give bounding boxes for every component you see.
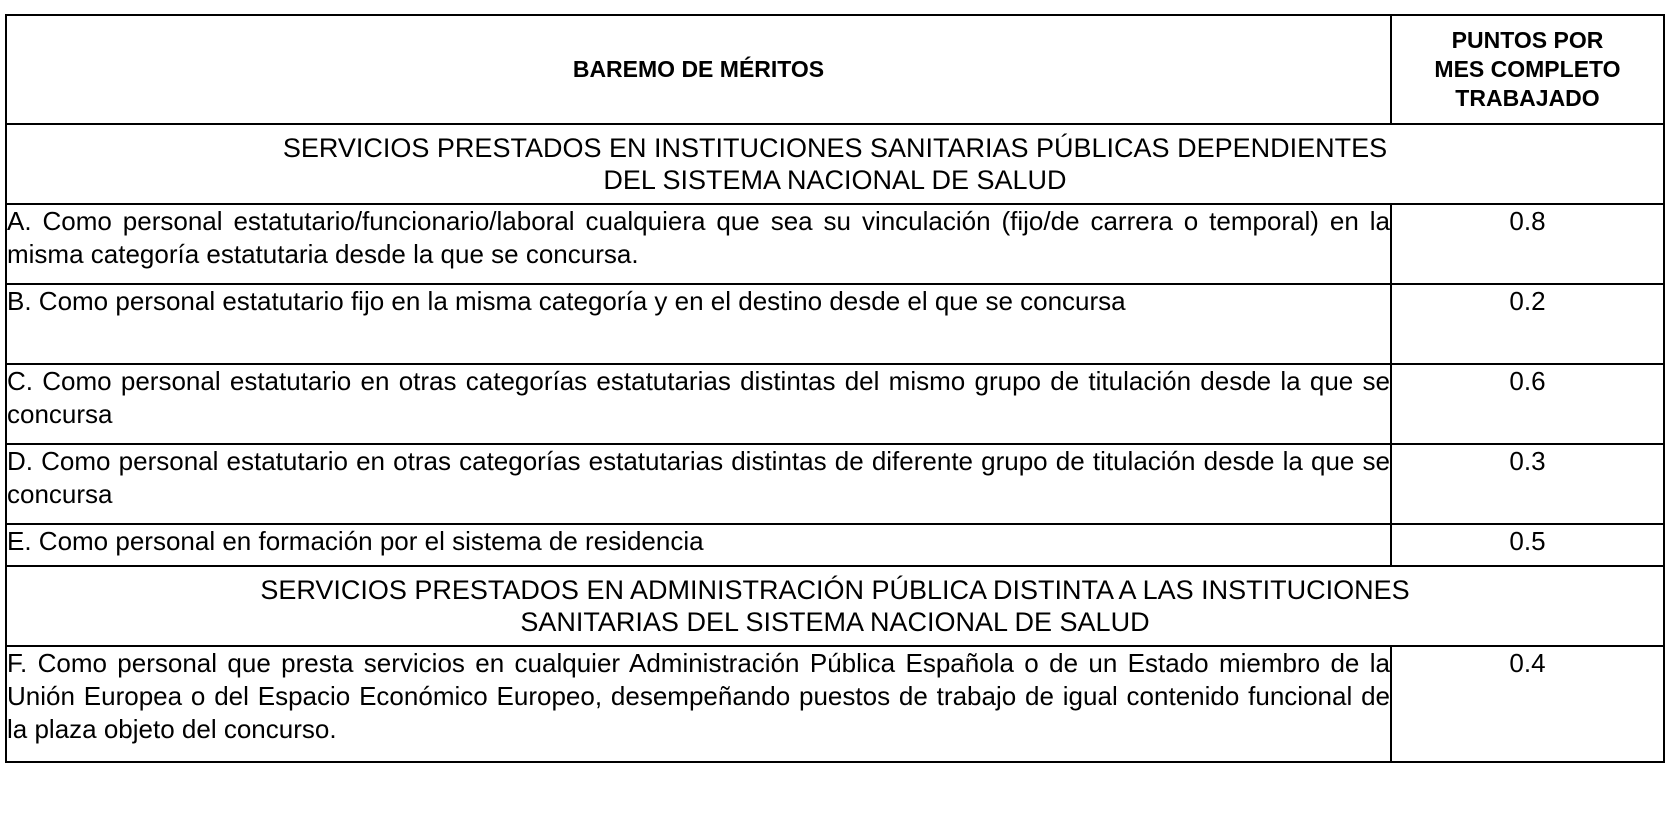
- merit-description: B. Como personal estatutario fijo en la misma categoría y en el destino desde el que se concursa: [6, 284, 1391, 364]
- section-title-public-health-institutions: [6, 124, 1664, 204]
- points-header-line: PUNTOS POR: [1451, 27, 1604, 53]
- section-title-line: SANITARIAS DEL SISTEMA NACIONAL DE SALUD: [520, 607, 1150, 637]
- merit-description: F. Como personal que presta servicios en cualquier Administración Pública Española o de un Estado miembro de la Unión Europea o del Espacio Económico Europeo, desempeñando puestos de trabajo de igual contenido funcional de la plaza objeto del concurso.: [6, 646, 1391, 762]
- table-row: [6, 444, 1664, 524]
- section-title-line: DEL SISTEMA NACIONAL DE SALUD: [603, 165, 1067, 195]
- section-row: [6, 566, 1664, 646]
- section-row: [6, 124, 1664, 204]
- table-row: [6, 204, 1664, 284]
- merit-points: 0.4: [1391, 646, 1664, 762]
- merit-description: E. Como personal en formación por el sistema de residencia: [6, 524, 1391, 566]
- table-row: [6, 524, 1664, 566]
- section-title-line: SERVICIOS PRESTADOS EN INSTITUCIONES SANITARIAS PÚBLICAS DEPENDIENTES: [282, 133, 1388, 163]
- merit-description: C. Como personal estatutario en otras categorías estatutarias distintas del mismo grupo de titulación desde la que se concursa: [6, 364, 1391, 444]
- criteria-column-header: BAREMO DE MÉRITOS: [6, 15, 1391, 124]
- table-header-row: [6, 15, 1664, 124]
- section-title-line: SERVICIOS PRESTADOS EN ADMINISTRACIÓN PÚBLICA DISTINTA A LAS INSTITUCIONES: [260, 575, 1410, 605]
- table-row: [6, 364, 1664, 444]
- merits-table: [5, 14, 1665, 763]
- merit-points: 0.3: [1391, 444, 1664, 524]
- points-header-line: TRABAJADO: [1455, 85, 1600, 111]
- points-column-header: [1391, 15, 1664, 124]
- points-header-line: MES COMPLETO: [1434, 56, 1621, 82]
- merit-points: 0.2: [1391, 284, 1664, 364]
- table-row: [6, 646, 1664, 762]
- table-row: [6, 284, 1664, 364]
- merit-points: 0.8: [1391, 204, 1664, 284]
- merit-points: 0.6: [1391, 364, 1664, 444]
- merit-description: A. Como personal estatutario/funcionario/laboral cualquiera que sea su vinculación (fijo/de carrera o temporal) en la misma categoría estatutaria desde la que se concursa.: [6, 204, 1391, 284]
- merit-description: D. Como personal estatutario en otras categorías estatutarias distintas de diferente grupo de titulación desde la que se concursa: [6, 444, 1391, 524]
- section-title-other-public-administration: [6, 566, 1664, 646]
- merit-points: 0.5: [1391, 524, 1664, 566]
